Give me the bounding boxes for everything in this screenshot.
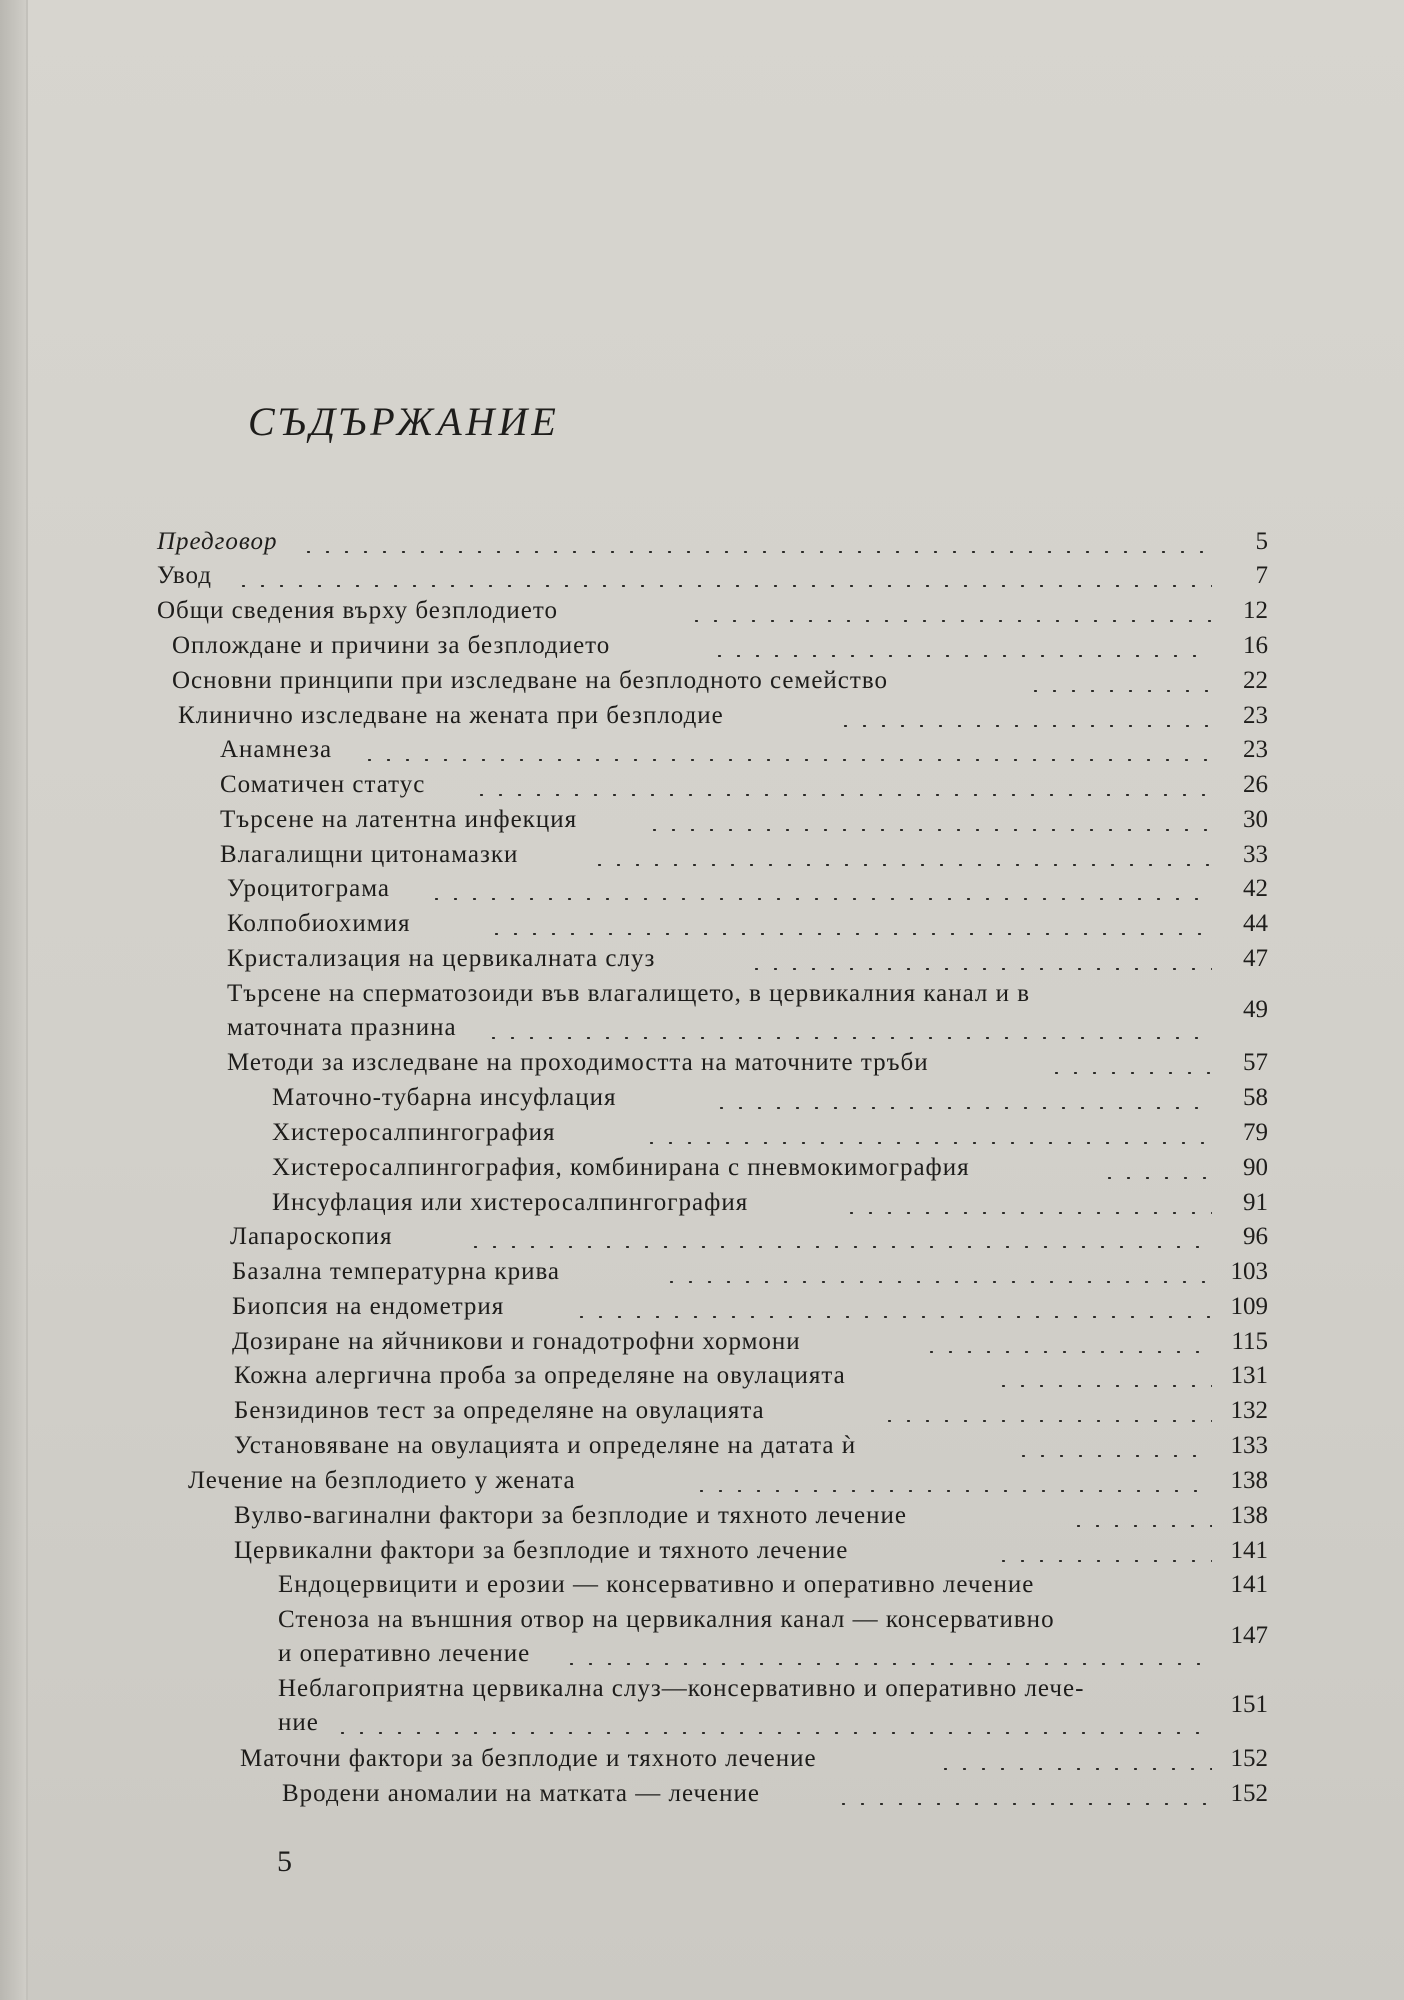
toc-entry-title-continuation: и оперативно лечение: [278, 1640, 531, 1667]
toc-entry-title: Вродени аномалии на матката — лечение: [282, 1780, 760, 1807]
toc-entry-title: Анамнеза: [220, 736, 333, 763]
toc-entry-title: Търсене на сперматозоиди във влагалището, в цервикалния канал и в: [227, 980, 1031, 1007]
toc-page-number: 109: [1230, 1293, 1268, 1320]
dot-leader: [834, 1803, 1212, 1805]
dot-leader: [662, 1281, 1212, 1283]
toc-entry: [278, 1570, 1268, 1602]
toc-entry: [234, 1501, 1268, 1533]
dot-leader: [466, 1246, 1212, 1248]
toc-entry-title: Търсене на латентна инфекция: [220, 806, 578, 833]
toc-entry-title-continuation: ние: [278, 1709, 319, 1736]
toc-entry: [220, 770, 1268, 802]
toc-entry-title: Уроцитограма: [227, 875, 390, 902]
toc-entry-title: Кристализация на цервикалната слуз: [227, 945, 656, 972]
toc-entry-title: Увод: [157, 562, 213, 589]
toc-entry: [230, 1222, 1268, 1254]
dot-leader: [484, 1037, 1212, 1039]
dot-leader: [1026, 690, 1212, 692]
dot-leader: [1069, 1525, 1212, 1527]
toc-page-number: 16: [1243, 632, 1268, 659]
dot-leader: [360, 759, 1212, 761]
toc-entry-title: Общи сведения върху безплодието: [157, 597, 558, 624]
toc-page-number: 151: [1230, 1691, 1268, 1718]
dot-leader: [687, 620, 1212, 622]
dot-leader: [299, 551, 1212, 553]
dot-leader: [747, 968, 1212, 970]
toc-page-number: 91: [1243, 1189, 1268, 1216]
toc-entry-title: Хистеросалпингография, комбинирана с пневмокимография: [272, 1154, 970, 1181]
toc-entry-title: Маточни фактори за безплодие и тяхното лечение: [240, 1745, 817, 1772]
toc-page-number: 12: [1243, 597, 1268, 624]
toc-page-number: 152: [1230, 1780, 1268, 1807]
toc-entry-title: Стеноза на външния отвор на цервикалния канал — консервативно: [278, 1606, 1055, 1633]
toc-entry: [227, 979, 1268, 1045]
toc-page-number: 5: [1255, 528, 1268, 555]
dot-leader: [994, 1560, 1212, 1562]
toc-entry: [157, 596, 1268, 628]
dot-leader: [836, 725, 1212, 727]
toc-page-number: 57: [1243, 1049, 1268, 1076]
dot-leader: [427, 898, 1212, 900]
toc-entry-title: Биопсия на ендометрия: [232, 1293, 505, 1320]
dot-leader: [994, 1385, 1212, 1387]
toc-page-number: 141: [1230, 1571, 1268, 1598]
dot-leader: [1100, 1177, 1212, 1179]
toc-entry-title: Неблагоприятна цервикална слуз—консервативно и оперативно лече-: [278, 1675, 1085, 1702]
toc-entry: [272, 1153, 1268, 1185]
toc-entry: [172, 666, 1268, 698]
toc-entry: [278, 1605, 1268, 1671]
toc-page-number: 44: [1243, 910, 1268, 937]
toc-entry-title: Маточно-тубарна инсуфлация: [272, 1084, 617, 1111]
dot-leader: [710, 655, 1212, 657]
toc-entry: [282, 1779, 1268, 1811]
toc-entry: [220, 735, 1268, 767]
page-number: 5: [277, 1845, 292, 1878]
toc-entry-title: Кожна алергична проба за определяне на овулацията: [234, 1362, 846, 1389]
dot-leader: [333, 1732, 1212, 1734]
toc-entry: [220, 805, 1268, 837]
toc-entry: [234, 1431, 1268, 1463]
toc-entry-title: Оплождане и причини за безплодието: [172, 632, 611, 659]
toc-entry: [227, 944, 1268, 976]
toc-entry-title: Методи за изследване на проходимостта на маточните тръби: [227, 1049, 929, 1076]
toc-page-number: 96: [1243, 1223, 1268, 1250]
toc-page-number: 138: [1230, 1502, 1268, 1529]
toc-entry: [232, 1327, 1268, 1359]
dot-leader: [936, 1768, 1212, 1770]
toc-entry: [220, 840, 1268, 872]
dot-leader: [562, 1663, 1212, 1665]
dot-leader: [645, 829, 1212, 831]
toc-entry-title: Базална температурна крива: [232, 1258, 561, 1285]
toc-entry: [234, 1536, 1268, 1568]
toc-entry-title: Хистеросалпингография: [272, 1119, 556, 1146]
toc-page-number: 131: [1230, 1362, 1268, 1389]
toc-entry: [227, 909, 1268, 941]
toc-page-number: 33: [1243, 841, 1268, 868]
toc-entry-title: Предговор: [157, 528, 278, 555]
toc-page-number: 30: [1243, 806, 1268, 833]
toc-entry-title: Установяване на овулацията и определяне на датата ѝ: [234, 1432, 857, 1459]
toc-entry-title: Лапароскопия: [230, 1223, 393, 1250]
toc-entry-title: Инсуфлация или хистеросалпингография: [272, 1189, 749, 1216]
dot-leader: [880, 1420, 1212, 1422]
dot-leader: [472, 794, 1212, 796]
dot-leader: [590, 864, 1212, 866]
toc-page-number: 49: [1243, 996, 1268, 1023]
toc-page-number: 132: [1230, 1397, 1268, 1424]
toc-entry-title: Влагалищни цитонамазки: [220, 841, 519, 868]
toc-page-number: 42: [1243, 875, 1268, 902]
toc-entry-title: Основни принципи при изследване на безплодното семейство: [172, 667, 888, 694]
toc-entry: [234, 1361, 1268, 1393]
toc-entry: [227, 1048, 1268, 1080]
toc-entry: [188, 1466, 1268, 1498]
toc-page-number: 90: [1243, 1154, 1268, 1181]
dot-leader: [1014, 1455, 1212, 1457]
toc-page-number: 152: [1230, 1745, 1268, 1772]
dot-leader: [642, 1142, 1212, 1144]
toc-entry-title: Ендоцервицити и ерозии — консервативно и оперативно лечение: [278, 1571, 1035, 1598]
toc-entry: [234, 1396, 1268, 1428]
toc-entry: [240, 1744, 1268, 1776]
toc-page-number: 26: [1243, 771, 1268, 798]
toc-entry: [232, 1292, 1268, 1324]
dot-leader: [234, 585, 1212, 587]
toc-page-number: 22: [1243, 667, 1268, 694]
dot-leader: [572, 1316, 1212, 1318]
toc-entry-title: Дозиране на яйчникови и гонадотрофни хормони: [232, 1328, 801, 1355]
toc-entry: [157, 527, 1268, 559]
toc-entry: [157, 561, 1268, 593]
toc-page-number: 138: [1230, 1467, 1268, 1494]
toc-page-number: 58: [1243, 1084, 1268, 1111]
toc-entry: [227, 874, 1268, 906]
dot-leader: [692, 1490, 1212, 1492]
toc-entry: [278, 1674, 1268, 1740]
toc-entry: [272, 1118, 1268, 1150]
toc-entry: [272, 1188, 1268, 1220]
toc-entry-title: Бензидинов тест за определяне на овулацията: [234, 1397, 765, 1424]
toc-page-number: 7: [1255, 562, 1268, 589]
toc-entry-title: Соматичен статус: [220, 771, 426, 798]
toc-entry-title: Колпобиохимия: [227, 910, 411, 937]
toc-page-number: 103: [1230, 1258, 1268, 1285]
toc-entry: [172, 631, 1268, 663]
dot-leader: [922, 1351, 1212, 1353]
toc-entry-title: Вулво-вагинални фактори за безплодие и тяхното лечение: [234, 1502, 907, 1529]
page-title: СЪДЪРЖАНИЕ: [248, 399, 560, 444]
dot-leader: [487, 933, 1212, 935]
toc-page-number: 23: [1243, 736, 1268, 763]
dot-leader: [1047, 1072, 1212, 1074]
toc-page-number: 23: [1243, 702, 1268, 729]
toc-entry: [178, 701, 1268, 733]
toc-page-number: 115: [1231, 1328, 1268, 1355]
toc-entry: [232, 1257, 1268, 1289]
toc-page-number: 79: [1243, 1119, 1268, 1146]
toc-entry-title-continuation: маточната празнина: [227, 1014, 457, 1041]
toc-page-number: 147: [1230, 1622, 1268, 1649]
toc-entry-title: Цервикални фактори за безплодие и тяхното лечение: [234, 1537, 849, 1564]
dot-leader: [712, 1107, 1212, 1109]
toc-entry-title: Клинично изследване на жената при безплодие: [178, 702, 724, 729]
toc-page-number: 141: [1230, 1537, 1268, 1564]
toc-page-number: 47: [1243, 945, 1268, 972]
toc-entry: [272, 1083, 1268, 1115]
toc-entry-title: Лечение на безплодието у жената: [188, 1467, 576, 1494]
dot-leader: [842, 1212, 1212, 1214]
toc-page-number: 133: [1230, 1432, 1268, 1459]
